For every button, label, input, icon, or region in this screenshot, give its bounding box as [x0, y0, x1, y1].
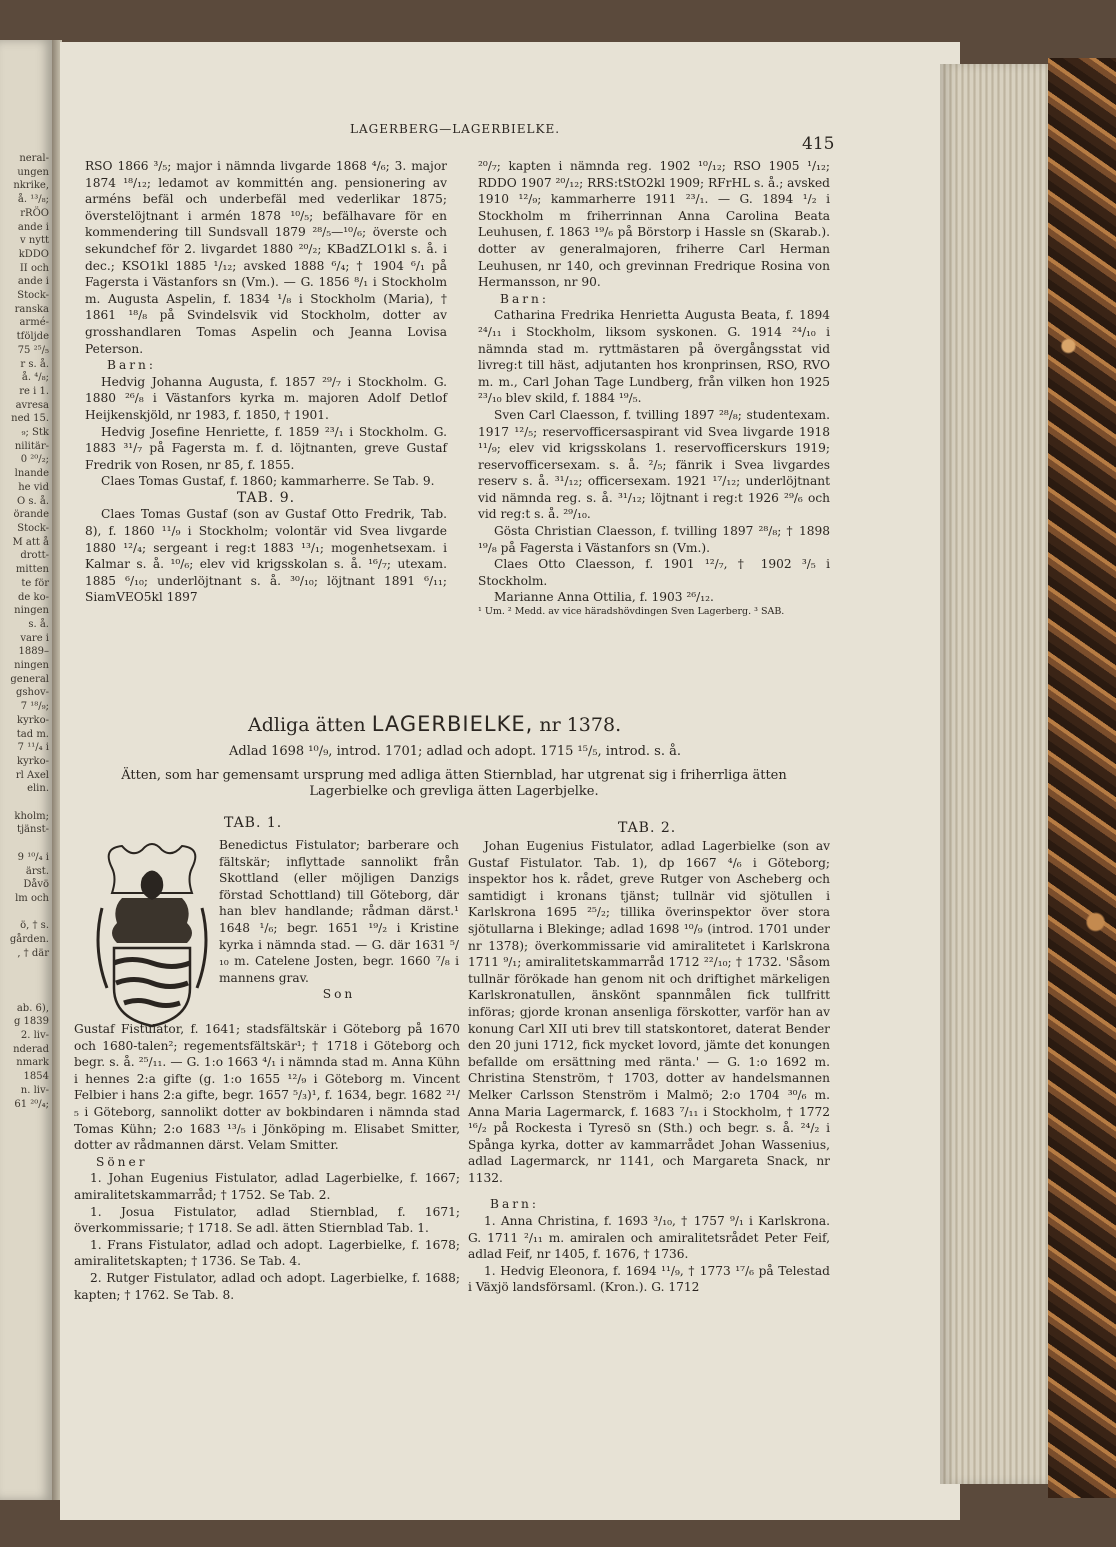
left-page-line: kDDO	[18, 248, 49, 260]
family-title	[248, 712, 648, 736]
left-page-line: nmark	[16, 1057, 49, 1069]
col4-para: 1. Hedvig Eleonora, f. 1694 ¹¹/₉, † 1773 ¹⁷/₆ på Telestad i Växjö landsförsaml. (Kron.). G. 1712	[468, 1263, 830, 1295]
left-page-line: ranska	[14, 303, 49, 315]
left-page-line: ungen	[17, 166, 49, 178]
tab-2-body	[468, 838, 830, 1296]
left-page-line: O s. å.	[16, 495, 49, 507]
left-page-line	[0, 988, 52, 1002]
col2-para: Claes Otto Claesson, f. 1901 ¹²/₇, † 1902 ³/₅ i Stockholm.	[478, 557, 830, 588]
marbled-cover	[1048, 58, 1116, 1498]
col1-para: Claes Tomas Gustaf, f. 1860; kammarherre. Se Tab. 9.	[101, 474, 435, 489]
left-page-line: ande i	[17, 276, 49, 288]
page-edges	[940, 64, 1050, 1484]
footnotes: ¹ Um. ² Medd. av vice häradshövdingen Sven Lagerberg. ³ SAB.	[478, 606, 785, 618]
left-page-line: g 1839	[13, 1016, 49, 1028]
family-number: nr 1378.	[539, 714, 622, 736]
left-page-line: ö, † s.	[20, 920, 49, 932]
family-prefix: Adliga ätten	[248, 714, 366, 736]
left-page-line: general	[10, 673, 49, 685]
left-page-line: nkrike,	[13, 180, 49, 192]
left-page-line: re i 1.	[19, 385, 49, 397]
left-page-line	[0, 960, 52, 974]
left-page-line: 2. liv-	[20, 1030, 49, 1041]
left-page-line: de ko-	[18, 591, 49, 603]
left-page-line: 9 ¹⁰/₄ i	[17, 851, 49, 863]
left-page-line: gården.	[9, 934, 49, 946]
family-description: Ätten, som har gemensamt ursprung med adliga ätten Stiernblad, har utgrenat sig i friherrliga ätten Lagerbielke och grevliga ätten Lagerbjelke.	[121, 768, 787, 799]
col1-para: Claes Tomas Gustaf (son av Gustaf Otto Fredrik, Tab. 8), f. 1860 ¹¹/₉ i Stockholm; volontär vid Svea livgarde 1880 ¹²/₄; sergeant i reg:t 1883 ¹³/₁; mogenhetsexam. i Kalmar s. å. ¹⁰/₆; elev vid krigsskolan s. å. ¹⁶/₇; utexam. 1885 ⁶/₁₀; underlöjtnant s. å. ³⁰/₁₀; löjtnant 1891 ⁶/₁₁; SiamVEO5kl 1897	[85, 507, 447, 605]
left-page-line: 61 ²⁰/₄;	[14, 1098, 49, 1110]
left-page-line: mitten	[15, 564, 49, 576]
col4-barn-heading: Barn:	[490, 1197, 540, 1212]
left-page-line: å. ⁴/₈;	[21, 372, 49, 384]
left-page-line: rl Axel	[15, 769, 49, 781]
left-page-line	[0, 837, 52, 851]
col2-para: Gösta Christian Claesson, f. tvilling 1897 ²⁸/₈; † 1898 ¹⁹/₈ på Fagersta i Västanfors sn (Vm.).	[478, 524, 830, 555]
left-page-line: nderad	[13, 1043, 49, 1055]
column-2	[478, 158, 830, 618]
left-page-line: rRÖO	[20, 207, 49, 219]
left-page-line: 1854	[23, 1071, 49, 1083]
col1-barn-heading: Barn:	[107, 358, 157, 373]
left-page-line: ningen	[14, 605, 49, 617]
left-page-edge	[0, 40, 52, 1500]
son-heading: Son	[322, 987, 356, 1002]
col3-para: 1. Johan Eugenius Fistulator, adlad Lagerbielke, f. 1667; amiralitetskammarråd; † 1752. Se Tab. 2.	[74, 1171, 460, 1202]
col3-para: 1. Josua Fistulator, adlad Stiernblad, f. 1671; överkommissarie; † 1718. Se adl. ätten Stiernblad Tab. 1.	[74, 1204, 460, 1236]
left-page-line: lnande	[14, 468, 49, 480]
left-page-line: r s. å.	[20, 358, 49, 370]
col1-para: Hedvig Johanna Augusta, f. 1857 ²⁹/₇ i Stockholm. G. 1880 ²⁶/₈ i Västanfors kyrka m. majoren Adolf Detlof Heijkenskjöld, nr 1983, f. 1850, † 1901.	[85, 374, 447, 422]
left-page-line: 75 ²⁵/₅	[17, 344, 49, 356]
left-page-line: å. ¹³/₈;	[17, 194, 49, 206]
left-page-line: ärst.	[25, 865, 49, 877]
left-page-line: tjänst-	[16, 824, 49, 836]
running-header: LAGERBERG—LAGERBIELKE.	[350, 122, 561, 136]
left-page-line	[0, 796, 52, 810]
coat-of-arms-icon	[92, 838, 212, 1028]
tab-1-body	[74, 1021, 460, 1303]
left-page-line: Dåvö	[23, 879, 49, 891]
soner-heading: Söner	[96, 1154, 148, 1169]
left-page-line: tföljde	[16, 331, 49, 343]
left-page-line: elin.	[27, 783, 49, 795]
ennoblement-line: Adlad 1698 ¹⁰/₉, introd. 1701; adlad och adopt. 1715 ¹⁵/₅, introd. s. å.	[229, 744, 681, 759]
col2-para: Catharina Fredrika Henrietta Augusta Beata, f. 1894 ²⁴/₁₁ i Stockholm, liksom syskonen. G. 1914 ²⁴/₁₀ i nämnda stad m. ryttmästaren på övergångsstat vid livreg:t till häst, adjutanten hos kronprinsen, RSO, RVO m. m., Carl Johan Tage Lundberg, från vilken hon 1925 ²³/₁₀ blev skild, f. 1884 ¹⁹/₅.	[478, 308, 830, 406]
left-page-line: ande i	[17, 221, 49, 233]
left-page-line: ningen	[14, 660, 49, 672]
col1-para: RSO 1866 ³/₅; major i nämnda livgarde 1868 ⁴/₆; 3. major 1874 ¹⁸/₁₂; ledamot av kommittén ang. pensionering av arméns befäl och underbefäl med vederlikar 1875; överstelöjtnant i armén 1878 ¹⁰/₅; befälhavare för en kommendering till Sundsvall 1879 ²⁸/₅—¹⁰/₆; överste och sekundchef för 2. livgardet 1880 ²⁰/₂; KBadZLO1kl s. å. i dec.; KSO1kl 1885 ¹/₁₂; avsked 1888 ⁶/₄; † 1904 ⁶/₁ på Fagersta i Västanfors sn (Vm.). — G. 1856 ⁸/₁ i Stockholm m. Augusta Aspelin, f. 1834 ¹/₈ i Stockholm (Maria), † 1861 ¹⁸/₈ på Svindelsvik vid Stockholm, dotter av grosshandlaren Tomas Aspelin och Jeanna Lovisa Peterson.	[85, 159, 447, 356]
left-page-line: v nytt	[20, 235, 49, 247]
col1-para: Hedvig Josefine Henriette, f. 1859 ²³/₁ i Stockholm. G. 1883 ³¹/₇ på Fagersta m. f. d. löjtnanten, greve Gustaf Fredrik von Rosen, nr 85, f. 1855.	[85, 424, 447, 472]
left-page-line	[0, 906, 52, 920]
left-page-line: örande	[13, 509, 49, 521]
col2-barn-heading: Barn:	[500, 291, 550, 306]
left-page-line: , † där	[17, 947, 49, 959]
left-page-line: he vid	[18, 481, 49, 493]
col4-para: Johan Eugenius Fistulator, adlad Lagerbielke (son av Gustaf Fistulator. Tab. 1), dp 1667 ⁴/₆ i Göteborg; inspektor hos k. rådet, greve Rutger von Ascheberg och samtidigt i kronans tjänst; tullnär vid sjötullen i Karlskrona 1695 ²⁵/₂; tillika överinspektor över stora sjötullarna i Blekinge; adlad 1698 ¹⁰/₉ (introd. 1701 under nr 1378); överkommissarie vid amiralitetet i Karlskrona 1711 ⁹/₁; amiralitetskammarråd 1712 ²²/₁₀; † 1732. 'Såsom tullnär förökade han genom nit och driftighet märkeligen Karlskronatullen, änskönt spannmålen fick tullfritt införas; gjorde kronan ansenliga förskotter, varför han av konung Carl XII uti brev till statskontoret, daterat Bender den 20 juni 1712, fick mycket lovord, jämte det konungen befallde om ersättning med ränta.' — G. 1:o 1692 m. Christina Stenström, † 1703, dotter av handelsmannen Melker Carlsson Stenström i Malmö; 2:o 1704 ³⁰/₆ m. Anna Maria Lagermarck, f. 1683 ⁷/₁₁ i Stockholm, † 1772 ¹⁶/₂ på Rockesta i Tyresö sn (Sth.) och begr. s. å. ²⁴/₂ i Spånga kyrka, dotter av kammarrådet Johan Wassenius, adlad Lagermarck, nr 1141, och Margareta Snack, nr 1132.	[468, 839, 830, 1185]
col3-para: Gustaf Fistulator, f. 1641; stadsfältskär i Göteborg på 1670 och 1680-talen²; regementsfältskär¹; † 1718 i Göteborg och begr. s. å. ²⁵/₁₁. — G. 1:o 1663 ⁴/₁ i nämnda stad m. Anna Kühn i hennes 2:a gifte (g. 1:o 1655 ¹²/₉ i Göteborg m. Vincent Felbier i hans 2:a gifte, begr. 1657 ⁵/₃)¹, f. 1634, begr. 1682 ²¹/₅ i Göteborg, sannolikt dotter av bokbindaren i nämnda stad Tomas Kühn; 2:o 1683 ¹³/₅ i Jönköping m. Elisabet Smitter, dotter av rådmannen därst. Velam Smitter.	[74, 1022, 460, 1153]
left-page-line: drott-	[20, 550, 49, 562]
col4-para: 1. Anna Christina, f. 1693 ³/₁₀, † 1757 ⁹/₁ i Karlskrona. G. 1711 ²/₁₁ m. amiralen och amiralitetsrådet Peter Feif, adlad Feif, nr 1405, f. 1676, † 1736.	[468, 1214, 830, 1262]
left-page-line: tad m.	[16, 728, 49, 740]
left-page-line: Stock-	[17, 290, 49, 302]
tab-2-heading: TAB. 2.	[618, 820, 677, 836]
col3-para: 2. Rutger Fistulator, adlad och adopt. Lagerbielke, f. 1688; kapten; † 1762. Se Tab. 8.	[74, 1270, 460, 1302]
left-page-line: ned 15.	[11, 413, 49, 425]
left-page-line: 7 ¹¹/₄ i	[17, 742, 49, 754]
left-page-line: n. liv-	[20, 1084, 49, 1096]
left-page-line: M att å	[12, 536, 49, 548]
left-page-line: te för	[21, 577, 49, 589]
left-page-line	[0, 974, 52, 988]
col2-para: Sven Carl Claesson, f. tvilling 1897 ²⁸/₈; studentexam. 1917 ¹²/₅; reservofficersaspirant vid Svea livgarde 1918 ¹¹/₉; elev vid krigsskolans 1. reservofficerskurs 1919; reservofficersexam. s. å. ²/₅; fänrik i Svea livgardes reserv s. å. ³¹/₁₂; officersexam. 1921 ¹⁷/₁₂; underlöjtnant vid nämnda reg. s. å. ³¹/₁₂; löjtnant i reg:t 1926 ²⁹/₆ och vid reg:t s. å. ²⁹/₁₀.	[478, 407, 830, 522]
left-page-line: neral-	[19, 153, 49, 164]
col3-para: 1. Frans Fistulator, adlad och adopt. Lagerbielke, f. 1678; amiralitetskapten; † 1736. Se Tab. 4.	[74, 1237, 460, 1269]
column-1	[85, 158, 447, 606]
page-number: 415	[802, 134, 835, 154]
left-page-line: kholm;	[14, 810, 49, 822]
left-page-line: Stock-	[17, 522, 49, 534]
tab-9-heading: TAB. 9.	[236, 489, 296, 506]
tab1-benedictus: Benedictus Fistulator; barberare och fältskär; inflyttade sannolikt från Skottland (eller möjligen Danzigs förstad Schottland) till Göteborg, där han blev handlande; rådman därst.¹ 1648 ¹/₆; begr. 1651 ¹⁹/₂ i Kristine kyrka i nämnda stad. — G. där 1631 ⁵/₁₀ m. Catelene Josten, begr. 1660 ⁷/₈ i mannens grav.	[219, 838, 459, 985]
left-page-line: s. å.	[28, 618, 49, 630]
left-page-line: ab. 6),	[16, 1002, 49, 1014]
left-page-line: 0 ²⁰/₂;	[20, 454, 49, 466]
left-page-line: II och	[19, 262, 49, 274]
left-page-line: 1889–	[18, 646, 49, 658]
tab-1-intro	[219, 837, 459, 1003]
left-page-line: nilitär-	[14, 440, 49, 452]
left-page-line: kyrko-	[17, 755, 49, 767]
left-page-line: gshov-	[15, 687, 49, 699]
left-page-line: ₉; Stk	[21, 427, 49, 439]
col2-para: ²⁰/₇; kapten i nämnda reg. 1902 ¹⁰/₁₂; RSO 1905 ¹/₁₂; RDDO 1907 ²⁰/₁₂; RRS:tStO2kl 1909; RFrHL s. å.; avsked 1910 ¹²/₉; kammarherre 1911 ²³/₁. — G. 1894 ¹/₂ i Stockholm m friherrinnan Anna Carolina Beata Leuhusen, f. 1863 ¹⁹/₆ på Börstorp i Hassle sn (Skarab.). dotter av generalmajoren, friherre Carl Herman Leuhusen, nr 140, och grevinnan Fredrique Rosina von Hermansson, nr 90.	[478, 159, 830, 290]
left-page-line: armé-	[19, 317, 49, 329]
left-page-line: lm och	[15, 892, 49, 904]
tab-1-heading: TAB. 1.	[224, 815, 283, 831]
left-page-line: 7 ¹⁸/₉;	[20, 701, 49, 713]
family-name: LAGERBIELKE,	[371, 712, 534, 736]
left-page-line: avresa	[15, 399, 49, 411]
left-page-line: kyrko-	[17, 714, 49, 726]
left-page-line: vare i	[20, 632, 49, 644]
col2-para: Marianne Anna Ottilia, f. 1903 ²⁶/₁₂.	[494, 590, 714, 605]
